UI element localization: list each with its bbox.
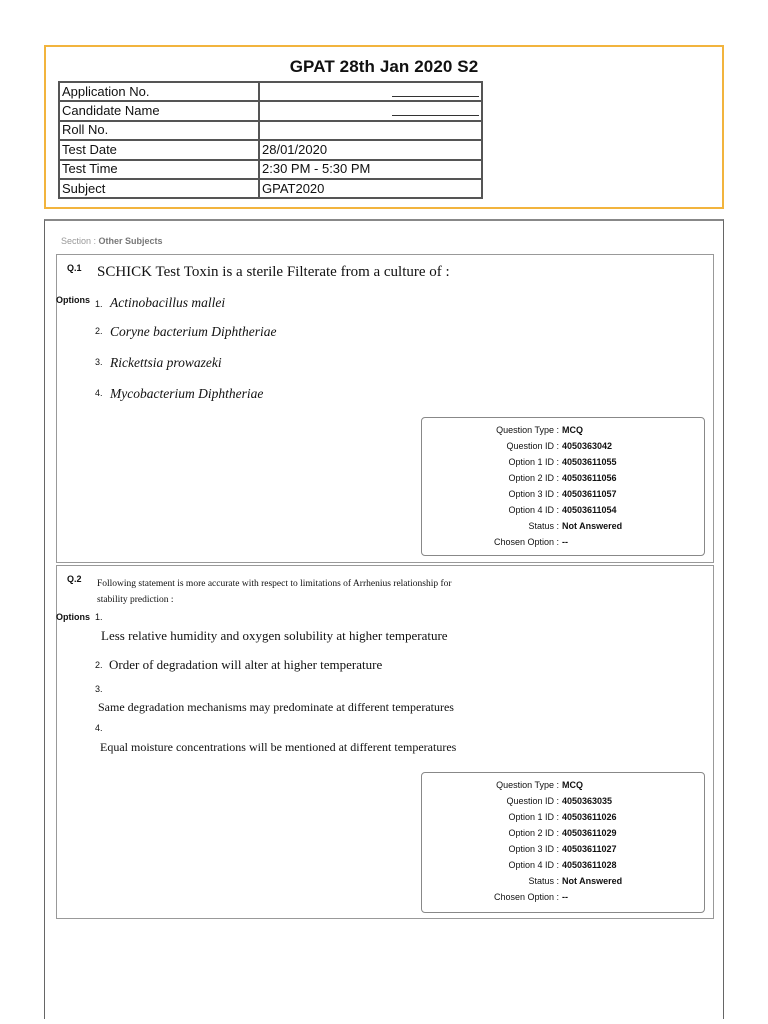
options-label: Options	[56, 295, 90, 305]
option-number: 1.	[95, 299, 103, 309]
meta-value: 40503611055	[562, 457, 617, 467]
section-label	[61, 236, 163, 246]
meta-key: Option 1 ID :	[508, 457, 559, 467]
meta-key: Option 2 ID :	[508, 828, 559, 838]
option-text: Rickettsia prowazeki	[110, 355, 222, 370]
question-card-1	[56, 254, 714, 563]
meta-value: MCQ	[562, 425, 583, 435]
option-text: Equal moisture concentrations will be mentioned at different temperatures	[100, 740, 457, 754]
meta-value: 40503611056	[562, 473, 617, 483]
info-value	[259, 101, 482, 120]
info-label: Application No.	[59, 82, 259, 101]
option-text: Same degradation mechanisms may predominate at different temperatures	[98, 700, 454, 714]
meta-row	[422, 518, 704, 534]
info-label: Roll No.	[59, 121, 259, 140]
table-row	[59, 82, 482, 101]
options-label: Options	[56, 612, 90, 622]
section-prefix: Section :	[61, 236, 97, 246]
meta-row	[422, 438, 704, 454]
meta-value: 4050363035	[562, 796, 613, 806]
question-paper	[44, 219, 724, 1019]
info-value: GPAT2020	[259, 179, 482, 198]
question-text-line: stability prediction :	[97, 595, 174, 605]
candidate-info-table	[58, 81, 483, 199]
question-number: Q.2	[67, 574, 82, 584]
redaction-line	[392, 115, 479, 116]
exam-title: GPAT 28th Jan 2020 S2	[289, 57, 479, 76]
meta-row	[422, 534, 704, 550]
option-text: Mycobacterium Diphtheriae	[110, 386, 264, 401]
meta-row	[422, 857, 704, 873]
info-label: Subject	[59, 179, 259, 198]
meta-key: Question Type :	[496, 780, 559, 790]
info-value	[259, 121, 482, 140]
section-name: Other Subjects	[98, 236, 163, 246]
meta-value: 4050363042	[562, 441, 613, 451]
question-meta-box	[421, 417, 705, 556]
meta-key: Option 2 ID :	[508, 473, 559, 483]
meta-value: Not Answered	[562, 876, 623, 886]
meta-row	[422, 422, 704, 438]
meta-value: --	[562, 892, 568, 902]
meta-row	[422, 889, 704, 905]
meta-key: Chosen Option :	[493, 537, 559, 547]
meta-key: Status :	[528, 521, 559, 531]
meta-key: Question ID :	[506, 796, 559, 806]
option-number: 3.	[95, 357, 103, 367]
meta-row	[422, 873, 704, 889]
info-value	[259, 82, 482, 101]
info-value: 28/01/2020	[259, 140, 482, 159]
question-text: SCHICK Test Toxin is a sterile Filterate from a culture of :	[97, 264, 450, 280]
meta-value: 40503611029	[562, 828, 617, 838]
option-number: 3.	[95, 684, 103, 694]
meta-value: MCQ	[562, 780, 583, 790]
question-text	[97, 576, 537, 608]
option-number: 1.	[95, 612, 103, 622]
redaction-line	[392, 96, 479, 97]
meta-row	[422, 454, 704, 470]
table-row	[59, 179, 482, 198]
meta-key: Option 3 ID :	[508, 489, 559, 499]
meta-key: Question ID :	[506, 441, 559, 451]
table-row	[59, 140, 482, 159]
info-value: 2:30 PM - 5:30 PM	[259, 160, 482, 179]
meta-key: Option 3 ID :	[508, 844, 559, 854]
option-text: Less relative humidity and oxygen solubility at higher temperature	[101, 628, 448, 643]
meta-key: Status :	[528, 876, 559, 886]
option-number: 2.	[95, 326, 103, 336]
option-number: 4.	[95, 723, 103, 733]
meta-key: Option 4 ID :	[508, 505, 559, 515]
table-row	[59, 101, 482, 120]
table-row	[59, 160, 482, 179]
option-number: 2.	[95, 660, 103, 670]
question-number: Q.1	[67, 263, 82, 273]
table-row	[59, 121, 482, 140]
meta-row	[422, 777, 704, 793]
option-text: Order of degradation will alter at higher temperature	[109, 657, 383, 672]
meta-row	[422, 825, 704, 841]
meta-value: 40503611057	[562, 489, 617, 499]
meta-value: Not Answered	[562, 521, 623, 531]
option-text: Actinobacillus mallei	[110, 295, 226, 310]
meta-row	[422, 841, 704, 857]
meta-value: 40503611026	[562, 812, 617, 822]
option-number: 4.	[95, 388, 103, 398]
meta-value: --	[562, 537, 568, 547]
meta-value: 40503611028	[562, 860, 617, 870]
meta-row	[422, 486, 704, 502]
option-text: Coryne bacterium Diphtheriae	[110, 324, 277, 339]
info-label: Test Time	[59, 160, 259, 179]
info-label: Candidate Name	[59, 101, 259, 120]
meta-row	[422, 470, 704, 486]
meta-key: Chosen Option :	[493, 892, 559, 902]
meta-row	[422, 793, 704, 809]
question-meta-box	[421, 772, 705, 913]
meta-row	[422, 809, 704, 825]
question-text-line: Following statement is more accurate with respect to limitations of Arrhenius relationship for	[97, 579, 452, 589]
meta-value: 40503611027	[562, 844, 617, 854]
meta-row	[422, 502, 704, 518]
meta-key: Option 4 ID :	[508, 860, 559, 870]
candidate-header-card	[44, 45, 724, 209]
question-card-2	[56, 565, 714, 919]
meta-value: 40503611054	[562, 505, 617, 515]
meta-key: Option 1 ID :	[508, 812, 559, 822]
meta-key: Question Type :	[496, 425, 559, 435]
info-label: Test Date	[59, 140, 259, 159]
